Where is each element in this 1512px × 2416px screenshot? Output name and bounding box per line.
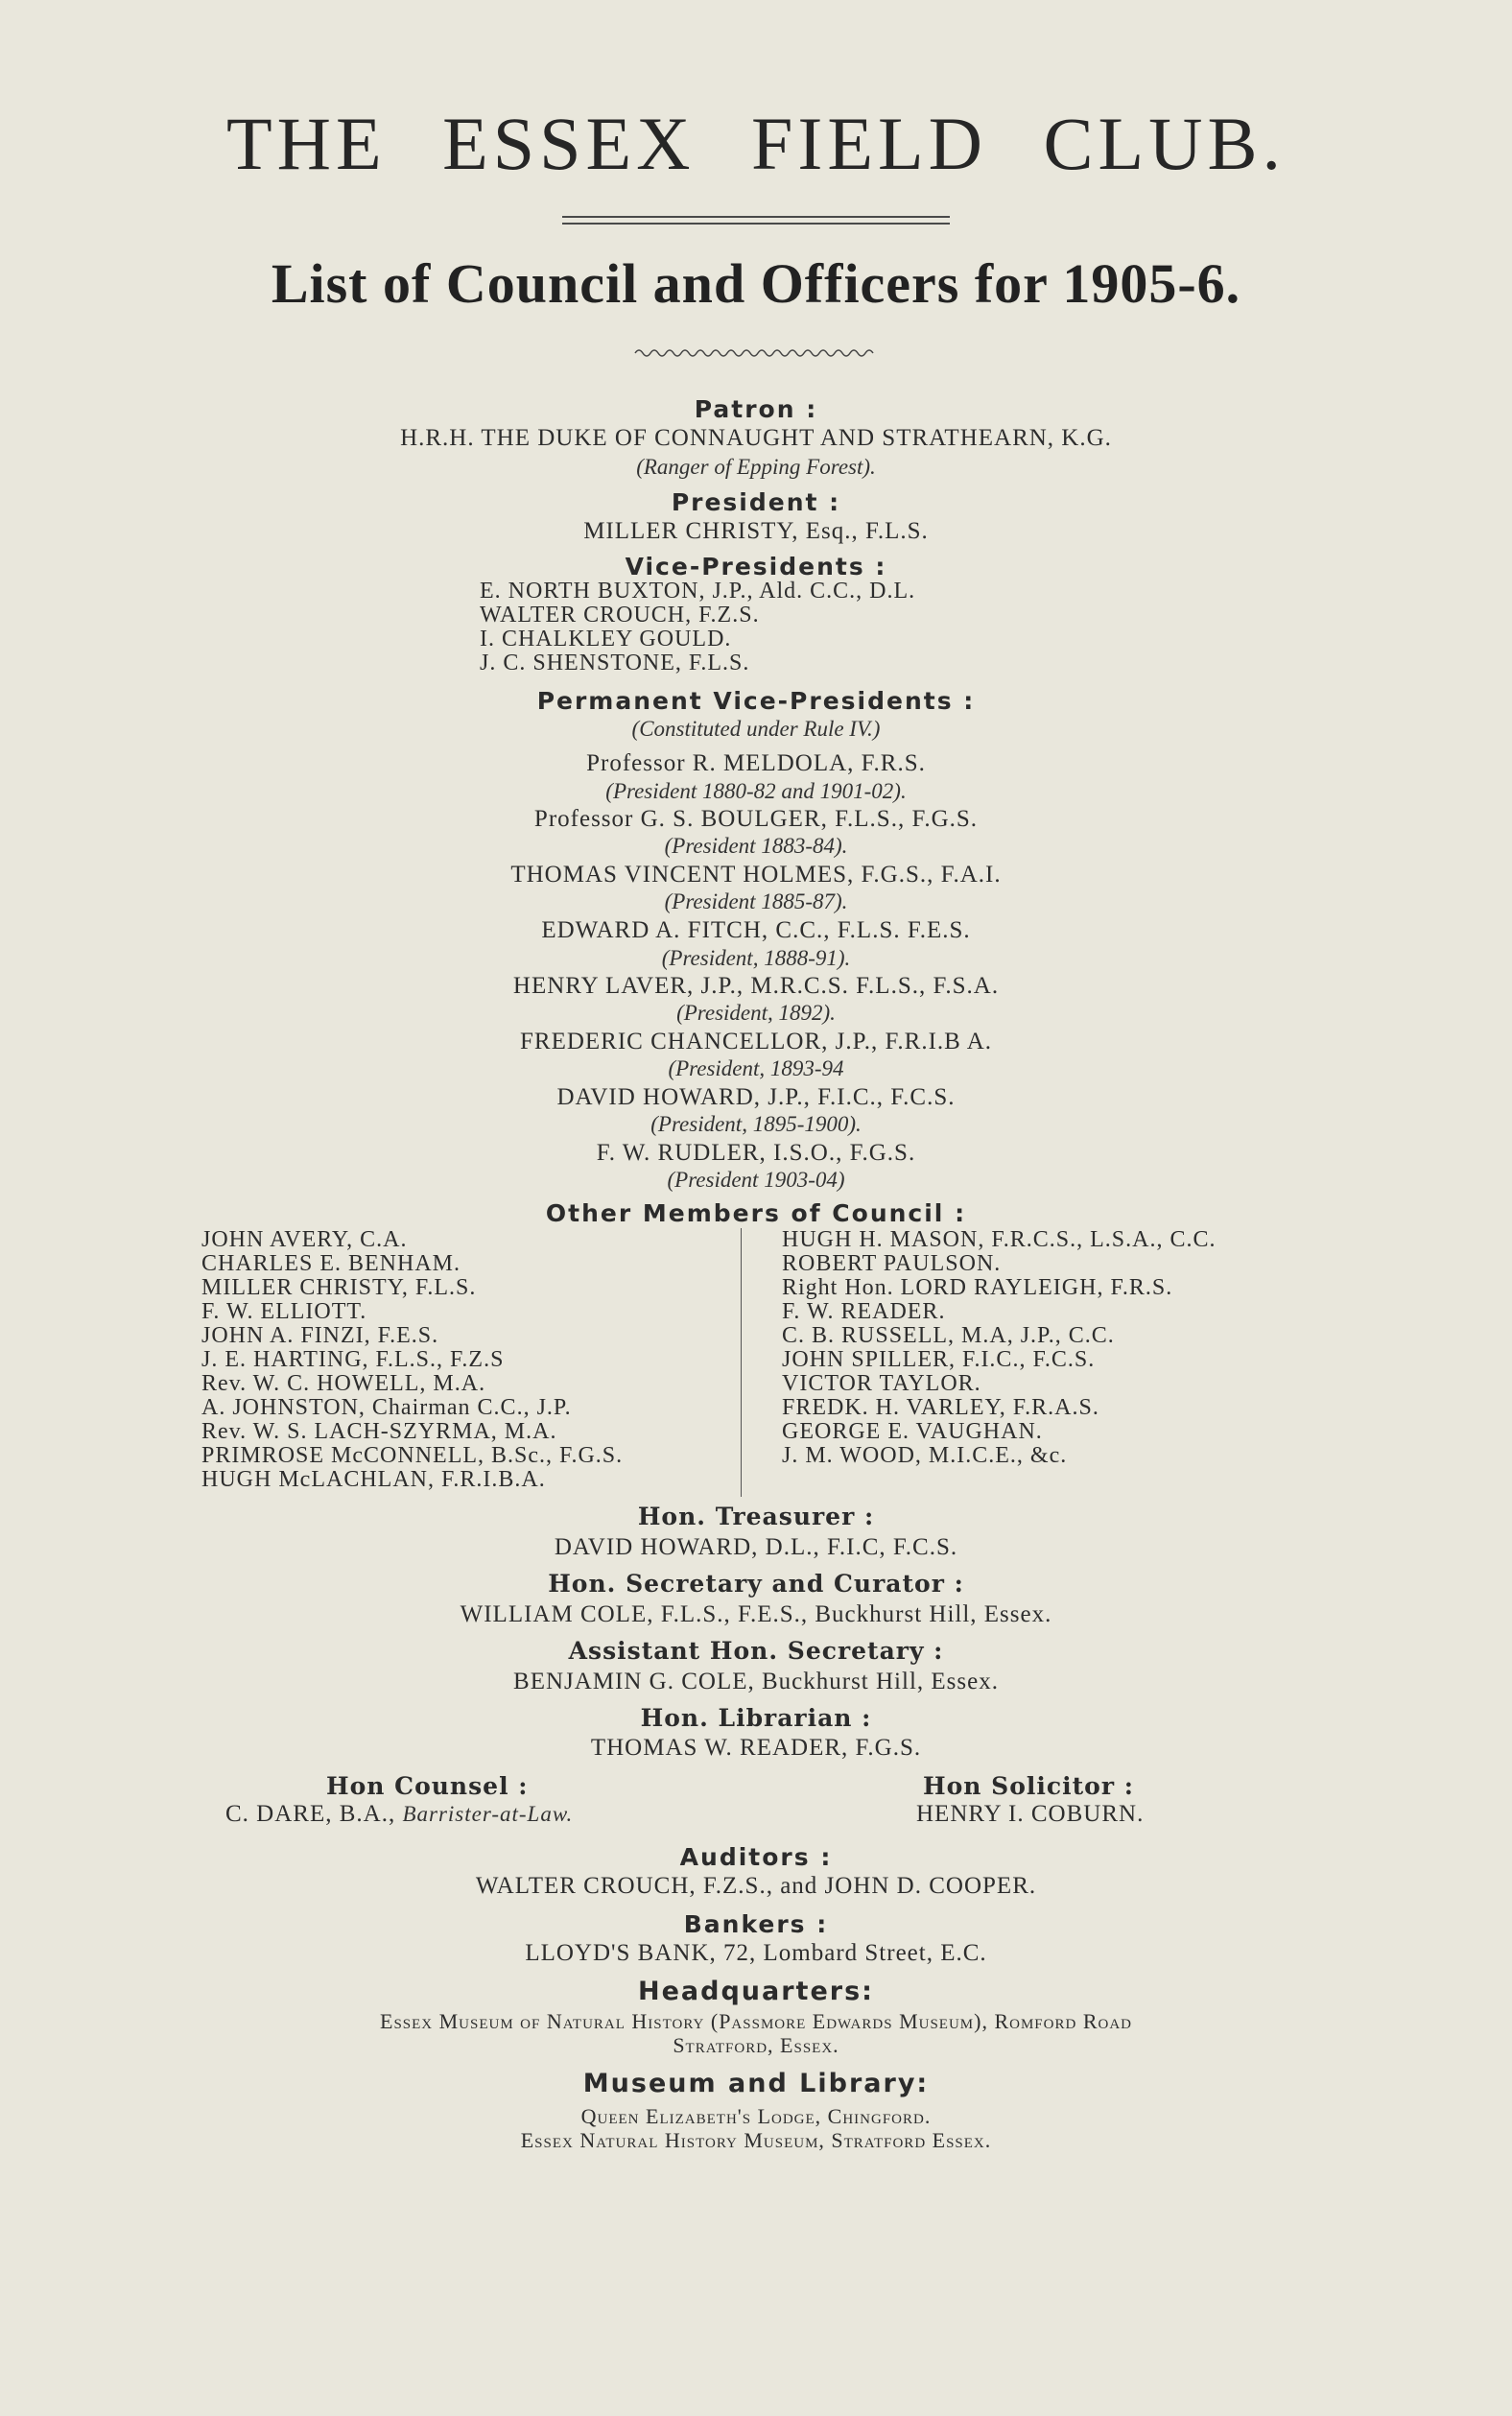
pvp-term: (President, 1888-91).	[661, 946, 851, 970]
president-heading: President :	[671, 488, 841, 516]
assistant-secretary-heading: Assistant Hon. Secretary :	[568, 1637, 944, 1665]
vice-president-name: I. CHALKLEY GOULD.	[480, 627, 732, 651]
pvp-term: (President 1903-04)	[667, 1168, 845, 1192]
counsel-line	[225, 1801, 573, 1828]
vice-presidents-list	[480, 580, 915, 675]
pvp-name: HENRY LAVER, J.P., M.R.C.S. F.L.S., F.S.A.	[512, 973, 1000, 999]
council-member: ROBERT PAULSON.	[782, 1251, 1002, 1276]
council-member: Rev. W. S. LACH-SZYRMA, M.A.	[201, 1419, 557, 1444]
pvp-name: DAVID HOWARD, J.P., F.I.C., F.C.S.	[556, 1084, 956, 1110]
pvp-term: (President, 1892).	[676, 1001, 836, 1025]
librarian-heading: Hon. Librarian :	[640, 1704, 872, 1732]
other-members-right-column	[782, 1228, 1217, 1468]
treasurer-name: DAVID HOWARD, D.L., F.I.C, F.C.S.	[554, 1534, 958, 1560]
headquarters-heading: Headquarters:	[638, 1977, 874, 2006]
ornament-squiggle	[633, 345, 879, 361]
council-member: VICTOR TAYLOR.	[782, 1371, 981, 1396]
title-rule-upper	[562, 216, 950, 218]
pvp-term: (President 1883-84).	[664, 834, 848, 858]
council-member: CHARLES E. BENHAM.	[201, 1251, 461, 1276]
other-members-left-column	[201, 1228, 623, 1492]
pvp-name: EDWARD A. FITCH, C.C., F.L.S. F.E.S.	[541, 917, 971, 943]
pvp-name: Professor R. MELDOLA, F.R.S.	[586, 750, 926, 776]
bankers-heading: Bankers :	[683, 1910, 829, 1938]
council-member: JOHN AVERY, C.A.	[201, 1227, 408, 1252]
pvp-name: THOMAS VINCENT HOLMES, F.G.S., F.A.I.	[510, 862, 1002, 888]
museum-library-line1: Queen Elizabeth's Lodge, Chingford.	[580, 2104, 932, 2128]
permanent-vice-presidents-note: (Constituted under Rule IV.)	[631, 717, 881, 741]
pvp-name: FREDERIC CHANCELLOR, J.P., F.R.I.B A.	[519, 1029, 993, 1054]
auditors-name: WALTER CROUCH, F.Z.S., and JOHN D. COOPER.	[475, 1873, 1037, 1899]
council-member: J. M. WOOD, M.I.C.E., &c.	[782, 1443, 1068, 1468]
counsel-name: C. DARE, B.A.,	[225, 1801, 396, 1827]
other-members-heading: Other Members of Council :	[545, 1199, 967, 1227]
patron-name: H.R.H. THE DUKE OF CONNAUGHT AND STRATHEARN, K.G.	[400, 425, 1112, 451]
pvp-term: (President 1880-82 and 1901-02).	[605, 779, 907, 803]
council-member: JOHN A. FINZI, F.E.S.	[201, 1323, 439, 1348]
pvp-term: (President, 1893-94	[668, 1056, 844, 1080]
council-member: J. E. HARTING, F.L.S., F.Z.S	[201, 1347, 505, 1372]
museum-library-line2: Essex Natural History Museum, Stratford Essex.	[520, 2128, 992, 2152]
council-member: PRIMROSE McCONNELL, B.Sc., F.G.S.	[201, 1443, 624, 1468]
headquarters-address-line2: Stratford, Essex.	[673, 2033, 839, 2057]
council-member: HUGH McLACHLAN, F.R.I.B.A.	[201, 1467, 546, 1492]
council-member: JOHN SPILLER, F.I.C., F.C.S.	[782, 1347, 1096, 1372]
auditors-heading: Auditors :	[679, 1843, 833, 1871]
council-member: F. W. READER.	[782, 1299, 946, 1324]
solicitor-heading: Hon Solicitor :	[923, 1772, 1134, 1800]
vice-president-name: E. NORTH BUXTON, J.P., Ald. C.C., D.L.	[480, 579, 916, 604]
pvp-term: (President, 1895-1900).	[650, 1112, 862, 1136]
pvp-name: Professor G. S. BOULGER, F.L.S., F.G.S.	[533, 806, 979, 832]
page-subtitle: List of Council and Officers for 1905-6.	[271, 252, 1241, 315]
patron-heading: Patron :	[694, 395, 818, 423]
counsel-note: Barrister-at-Law.	[402, 1802, 574, 1826]
council-member: Rev. W. C. HOWELL, M.A.	[201, 1371, 486, 1396]
president-name: MILLER CHRISTY, Esq., F.L.S.	[583, 518, 929, 544]
council-member: FREDK. H. VARLEY, F.R.A.S.	[782, 1395, 1099, 1420]
museum-library-heading: Museum and Library:	[582, 2069, 930, 2098]
council-member: F. W. ELLIOTT.	[201, 1299, 367, 1324]
council-member: A. JOHNSTON, Chairman C.C., J.P.	[201, 1395, 572, 1420]
vice-president-name: J. C. SHENSTONE, F.L.S.	[480, 651, 750, 675]
column-divider	[741, 1228, 742, 1497]
headquarters-address-line1: Essex Museum of Natural History (Passmore Edwards Museum), Romford Road	[380, 2009, 1132, 2033]
vice-president-name: WALTER CROUCH, F.Z.S.	[480, 603, 760, 628]
bankers-name: LLOYD'S BANK, 72, Lombard Street, E.C.	[525, 1940, 987, 1966]
librarian-name: THOMAS W. READER, F.G.S.	[590, 1735, 922, 1761]
title-rule-lower	[562, 223, 950, 225]
council-member: HUGH H. MASON, F.R.C.S., L.S.A., C.C.	[782, 1227, 1217, 1252]
permanent-vice-presidents-heading: Permanent Vice-Presidents :	[536, 687, 976, 715]
council-member: MILLER CHRISTY, F.L.S.	[201, 1275, 477, 1300]
secretary-name: WILLIAM COLE, F.L.S., F.E.S., Buckhurst Hill, Essex.	[460, 1601, 1052, 1627]
vice-presidents-heading: Vice-Presidents :	[625, 553, 887, 580]
counsel-heading: Hon Counsel :	[326, 1772, 529, 1800]
pvp-term: (President 1885-87).	[664, 889, 848, 913]
treasurer-heading: Hon. Treasurer :	[637, 1503, 875, 1530]
page-title: THE ESSEX FIELD CLUB.	[226, 102, 1286, 185]
pvp-name: F. W. RUDLER, I.S.O., F.G.S.	[596, 1140, 916, 1166]
secretary-heading: Hon. Secretary and Curator :	[548, 1570, 964, 1598]
council-member: GEORGE E. VAUGHAN.	[782, 1419, 1043, 1444]
council-member: Right Hon. LORD RAYLEIGH, F.R.S.	[782, 1275, 1173, 1300]
solicitor-name: HENRY I. COBURN.	[916, 1801, 1145, 1827]
council-member: C. B. RUSSELL, M.A, J.P., C.C.	[782, 1323, 1115, 1348]
patron-note: (Ranger of Epping Forest).	[636, 455, 876, 479]
assistant-secretary-name: BENJAMIN G. COLE, Buckhurst Hill, Essex.	[513, 1669, 999, 1694]
